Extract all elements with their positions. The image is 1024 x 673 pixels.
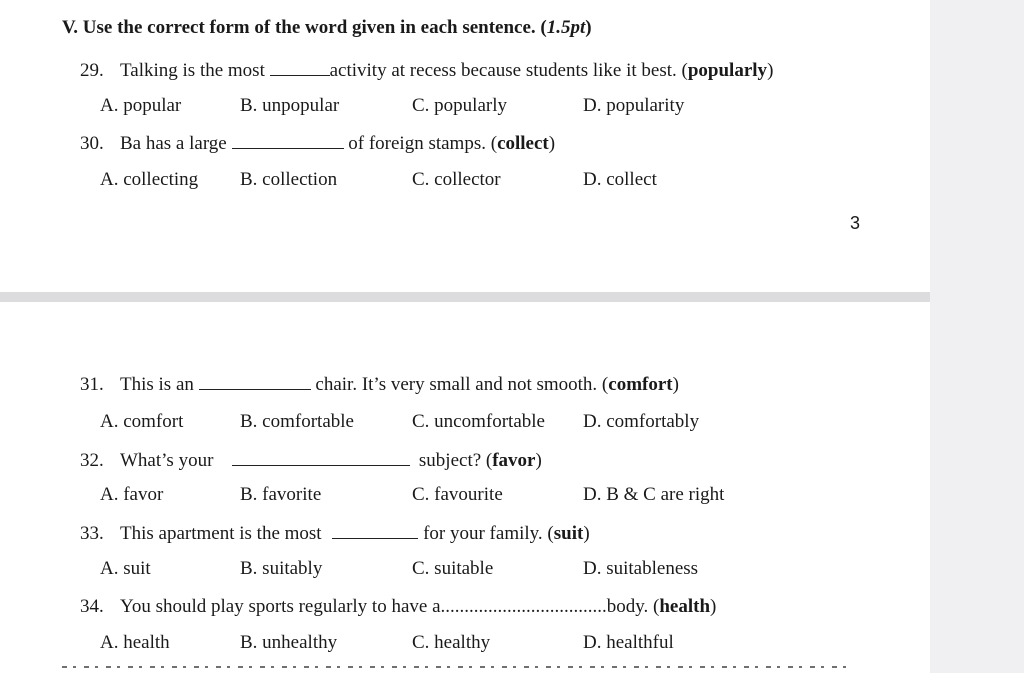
- question-text-before: What’s your: [120, 450, 214, 471]
- page-number: 3: [850, 213, 861, 233]
- question-number: 30.: [80, 133, 104, 154]
- option-a: A. suit: [100, 558, 151, 579]
- option-d: D. collect: [583, 169, 657, 190]
- option-c: C. popularly: [412, 95, 507, 116]
- hint-close: ): [535, 450, 542, 471]
- option-d: D. healthful: [583, 632, 674, 653]
- section-heading: [62, 17, 592, 39]
- answer-dots: ...................................: [440, 596, 607, 617]
- answer-blank: [270, 61, 330, 76]
- option-b: B. suitably: [240, 558, 323, 579]
- question-32: [80, 450, 542, 472]
- word-hint: popularly: [687, 60, 768, 81]
- question-text-after: chair. It’s very small and not smooth. (: [315, 374, 609, 395]
- option-a: A. popular: [100, 95, 182, 116]
- question-text-before: This apartment is the most: [120, 523, 322, 544]
- question-number: 34.: [80, 596, 104, 617]
- hint-close: ): [548, 133, 556, 154]
- word-hint: suit: [553, 523, 584, 544]
- question-number: 33.: [80, 523, 104, 544]
- question-29: [80, 60, 773, 82]
- answer-blank: [232, 134, 344, 149]
- option-b: B. comfortable: [240, 411, 354, 432]
- word-hint: health: [659, 596, 711, 617]
- option-d: D. comfortably: [583, 411, 700, 432]
- word-hint: comfort: [608, 374, 673, 395]
- section-points: 1.5pt: [546, 17, 586, 38]
- question-number: 32.: [80, 450, 104, 471]
- option-a: A. health: [100, 632, 170, 653]
- page-gap: [0, 292, 1024, 302]
- option-a: A. favor: [100, 484, 164, 505]
- viewer-gutter: [930, 0, 1024, 673]
- cut-off-next-heading: [62, 664, 862, 673]
- answer-blank: [332, 524, 418, 539]
- question-text-before: You should play sports regularly to have a: [120, 596, 441, 617]
- question-text-before: Ba has a large: [120, 133, 227, 154]
- question-number: 31.: [80, 374, 104, 395]
- option-d: D. popularity: [583, 95, 685, 116]
- option-b: B. favorite: [240, 484, 322, 505]
- question-text-after: of foreign stamps. (: [348, 133, 498, 154]
- hint-close: ): [767, 60, 774, 81]
- option-c: C. collector: [412, 169, 501, 190]
- option-c: C. uncomfortable: [412, 411, 545, 432]
- answer-blank: [199, 375, 311, 390]
- option-a: A. comfort: [100, 411, 184, 432]
- section-title: V. Use the correct form of the word given in each sentence. (: [62, 17, 547, 38]
- option-a: A. collecting: [100, 169, 199, 190]
- question-33: [80, 523, 590, 545]
- option-b: B. unhealthy: [240, 632, 338, 653]
- question-text-before: This is an: [120, 374, 194, 395]
- option-c: C. favourite: [412, 484, 503, 505]
- hint-close: ): [710, 596, 717, 617]
- question-text-after: for your family. (: [423, 523, 554, 544]
- option-b: B. collection: [240, 169, 338, 190]
- hint-close: ): [583, 523, 590, 544]
- word-hint: collect: [497, 133, 549, 154]
- option-c: C. suitable: [412, 558, 494, 579]
- option-d: D. B & C are right: [583, 484, 725, 505]
- question-text-after: body. (: [606, 596, 660, 617]
- hint-close: ): [672, 374, 679, 395]
- word-hint: favor: [492, 450, 536, 471]
- question-text-after: activity at recess because students like it best. (: [329, 60, 688, 81]
- question-number: 29.: [80, 60, 104, 81]
- question-text-before: Talking is the most: [120, 60, 265, 81]
- section-title-end: ): [585, 17, 592, 38]
- option-d: D. suitableness: [583, 558, 699, 579]
- answer-blank: [232, 451, 410, 466]
- question-34: [80, 596, 716, 618]
- question-30: [80, 133, 555, 155]
- option-c: C. healthy: [412, 632, 491, 653]
- question-text-after: subject? (: [418, 450, 493, 471]
- option-b: B. unpopular: [240, 95, 340, 116]
- question-31: [80, 374, 679, 396]
